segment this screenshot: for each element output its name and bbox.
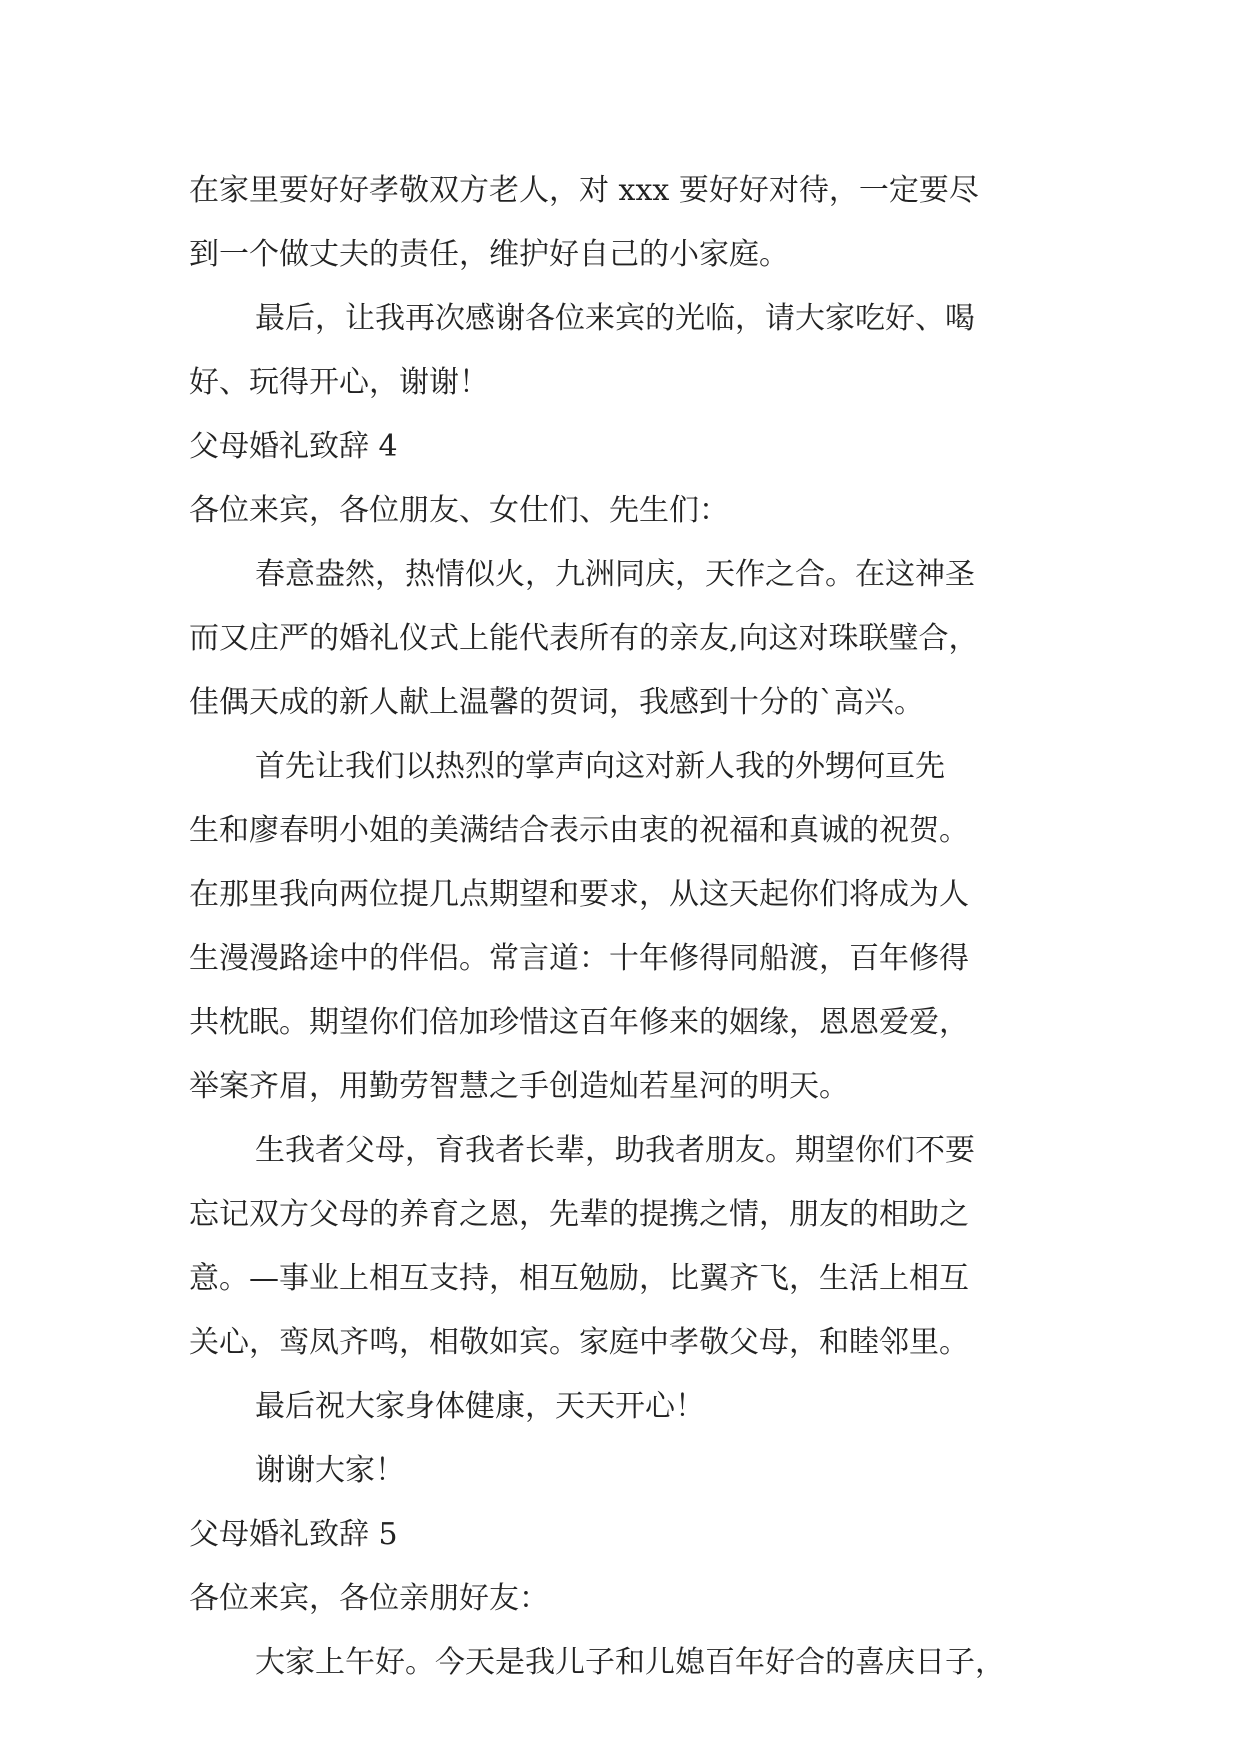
text-line: 关心，鸾凤齐鸣，相敬如宾。家庭中孝敬父母，和睦邻里。 bbox=[189, 1325, 969, 1360]
text-line: 生漫漫路途中的伴侣。常言道：十年修得同船渡，百年修得 bbox=[189, 941, 969, 976]
text-line: 生和廖春明小姐的美满结合表示由衷的祝福和真诚的祝贺。 bbox=[189, 813, 969, 848]
text-line: 在家里要好好孝敬双方老人，对 xxx 要好好对待，一定要尽 bbox=[189, 173, 979, 208]
text-line: 共枕眠。期望你们倍加珍惜这百年修来的姻缘，恩恩爱爱， bbox=[189, 1005, 969, 1040]
section-heading: 父母婚礼致辞 4 bbox=[189, 429, 398, 464]
text-line: 佳偶天成的新人献上温馨的贺词，我感到十分的`高兴。 bbox=[189, 685, 924, 720]
text-line: 首先让我们以热烈的掌声向这对新人我的外甥何亘先 bbox=[255, 749, 945, 784]
text-line: 生我者父母，育我者长辈，助我者朋友。期望你们不要 bbox=[255, 1133, 975, 1168]
text-line: 而又庄严的婚礼仪式上能代表所有的亲友,向这对珠联璧合， bbox=[189, 621, 979, 656]
text-line: 在那里我向两位提几点期望和要求，从这天起你们将成为人 bbox=[189, 877, 969, 912]
salutation: 各位来宾，各位亲朋好友： bbox=[189, 1581, 549, 1616]
text-line: 举案齐眉，用勤劳智慧之手创造灿若星河的明天。 bbox=[189, 1069, 849, 1104]
text-line: 春意盎然，热情似火，九洲同庆，天作之合。在这神圣 bbox=[255, 557, 975, 592]
text-line: 谢谢大家！ bbox=[255, 1453, 405, 1488]
text-line: 到一个做丈夫的责任，维护好自己的小家庭。 bbox=[189, 237, 789, 272]
salutation: 各位来宾，各位朋友、女仕们、先生们： bbox=[189, 493, 729, 528]
text-line: 忘记双方父母的养育之恩，先辈的提携之情，朋友的相助之 bbox=[189, 1197, 969, 1232]
text-line: 最后，让我再次感谢各位来宾的光临，请大家吃好、喝 bbox=[255, 301, 975, 336]
text-line: 好、玩得开心，谢谢！ bbox=[189, 365, 489, 400]
document-body bbox=[189, 159, 1069, 1695]
text-line: 最后祝大家身体健康，天天开心！ bbox=[255, 1389, 705, 1424]
text-line: 意。—事业上相互支持，相互勉励，比翼齐飞，生活上相互 bbox=[189, 1261, 969, 1296]
section-heading: 父母婚礼致辞 5 bbox=[189, 1517, 398, 1552]
text-line: 大家上午好。今天是我儿子和儿媳百年好合的喜庆日子， bbox=[255, 1645, 1005, 1680]
